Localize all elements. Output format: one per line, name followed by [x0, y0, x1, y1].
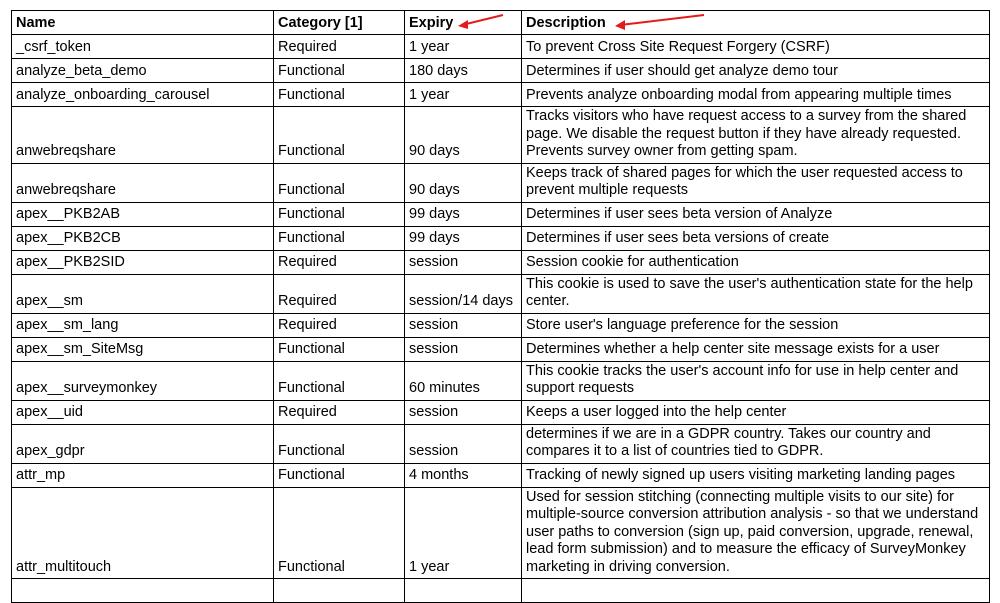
cell-category: Functional: [274, 202, 405, 226]
cell-description: Determines if user should get analyze demo tour: [522, 59, 990, 83]
cell-name: apex__PKB2AB: [12, 202, 274, 226]
table-row: [12, 107, 990, 164]
cell-category: Functional: [274, 59, 405, 83]
cell-name: apex__PKB2SID: [12, 250, 274, 274]
table-row-partial: [12, 579, 990, 603]
cell-description: Used for session stitching (connecting multiple visits to our site) for multiple-source conversion attribution analysis - so that we understand user paths to conversion (sign up, paid conversion, upgrade, renewal, lead form submission) and to measure the efficacy of SurveyMonkey marketing in driving conversion.: [522, 487, 990, 579]
cell-expiry: 99 days: [405, 202, 522, 226]
arrow-description-icon: [612, 10, 708, 34]
cell-category: Functional: [274, 487, 405, 579]
cell-category: Functional: [274, 463, 405, 487]
cell-name: apex__uid: [12, 400, 274, 424]
cell-expiry: 1 year: [405, 83, 522, 107]
cell-description: Keeps track of shared pages for which the user requested access to prevent multiple requests: [522, 163, 990, 202]
cell-expiry: 60 minutes: [405, 361, 522, 400]
cell-description: This cookie tracks the user's account info for use in help center and support requests: [522, 361, 990, 400]
cell-description: To prevent Cross Site Request Forgery (CSRF): [522, 35, 990, 59]
table-row: [12, 202, 990, 226]
cell-name: anwebreqshare: [12, 163, 274, 202]
cell-name: anwebreqshare: [12, 107, 274, 164]
cell-expiry: 1 year: [405, 35, 522, 59]
cell-name: attr_mp: [12, 463, 274, 487]
cell-expiry: 180 days: [405, 59, 522, 83]
cell-expiry: 90 days: [405, 163, 522, 202]
cell-expiry: session: [405, 337, 522, 361]
cell-name: analyze_beta_demo: [12, 59, 274, 83]
cell-description: Prevents analyze onboarding modal from appearing multiple times: [522, 83, 990, 107]
header-name: Name: [12, 11, 274, 35]
cell-description: Tracking of newly signed up users visiting marketing landing pages: [522, 463, 990, 487]
cell-expiry: session/14 days: [405, 274, 522, 313]
cell-category: Functional: [274, 163, 405, 202]
arrow-description-head: [615, 20, 625, 30]
table-row: [12, 226, 990, 250]
cell-category: Functional: [274, 83, 405, 107]
cell-expiry: session: [405, 400, 522, 424]
cell-expiry: session: [405, 313, 522, 337]
table-row: [12, 274, 990, 313]
arrow-expiry-icon: [456, 10, 506, 34]
cell-name: _csrf_token: [12, 35, 274, 59]
cell-name: apex__sm: [12, 274, 274, 313]
cell-name: apex_gdpr: [12, 424, 274, 463]
cookie-table: [11, 10, 990, 603]
cell-name: apex__PKB2CB: [12, 226, 274, 250]
cell-name: apex__sm_lang: [12, 313, 274, 337]
table-row: [12, 59, 990, 83]
cell-description: Determines if user sees beta version of Analyze: [522, 202, 990, 226]
cell-category: Functional: [274, 424, 405, 463]
cell-category: Functional: [274, 337, 405, 361]
cell-description: Keeps a user logged into the help center: [522, 400, 990, 424]
cell-name: apex__sm_SiteMsg: [12, 337, 274, 361]
table-row: [12, 250, 990, 274]
cell-category: Required: [274, 274, 405, 313]
cell-description: Determines whether a help center site message exists for a user: [522, 337, 990, 361]
table-row: [12, 424, 990, 463]
cell-expiry: 90 days: [405, 107, 522, 164]
arrow-expiry-shaft: [462, 15, 503, 25]
cell-category: Functional: [274, 226, 405, 250]
table-row: [12, 163, 990, 202]
header-category: Category [1]: [274, 11, 405, 35]
header-description: Description: [522, 11, 990, 35]
arrow-expiry-head: [458, 20, 468, 29]
table-row: [12, 487, 990, 579]
table-body: [12, 35, 990, 603]
table-row: [12, 35, 990, 59]
cell-category: Required: [274, 313, 405, 337]
arrow-description-shaft: [620, 15, 704, 25]
table-row: [12, 361, 990, 400]
table-row: [12, 337, 990, 361]
cell-category: Required: [274, 400, 405, 424]
cell-expiry: 1 year: [405, 487, 522, 579]
cell-category: Required: [274, 250, 405, 274]
cell-expiry: session: [405, 250, 522, 274]
cell-category: Functional: [274, 361, 405, 400]
table-row: [12, 83, 990, 107]
cell-description: Store user's language preference for the session: [522, 313, 990, 337]
cell-description: Session cookie for authentication: [522, 250, 990, 274]
cell-description: This cookie is used to save the user's authentication state for the help center.: [522, 274, 990, 313]
cell-expiry: 4 months: [405, 463, 522, 487]
cell-expiry: session: [405, 424, 522, 463]
table-row: [12, 313, 990, 337]
table-row: [12, 463, 990, 487]
header-expiry: Expiry: [405, 11, 522, 35]
cell-description: Determines if user sees beta versions of create: [522, 226, 990, 250]
cell-category: Functional: [274, 107, 405, 164]
cell-name: apex__surveymonkey: [12, 361, 274, 400]
cell-description: Tracks visitors who have request access to a survey from the shared page. We disable the request button if they have already requested. Prevents survey owner from getting spam.: [522, 107, 990, 164]
cell-name: attr_multitouch: [12, 487, 274, 579]
table-row: [12, 400, 990, 424]
cell-expiry: 99 days: [405, 226, 522, 250]
cell-name: analyze_onboarding_carousel: [12, 83, 274, 107]
cell-category: Required: [274, 35, 405, 59]
cell-description: determines if we are in a GDPR country. Takes our country and compares it to a list of countries tied to GDPR.: [522, 424, 990, 463]
